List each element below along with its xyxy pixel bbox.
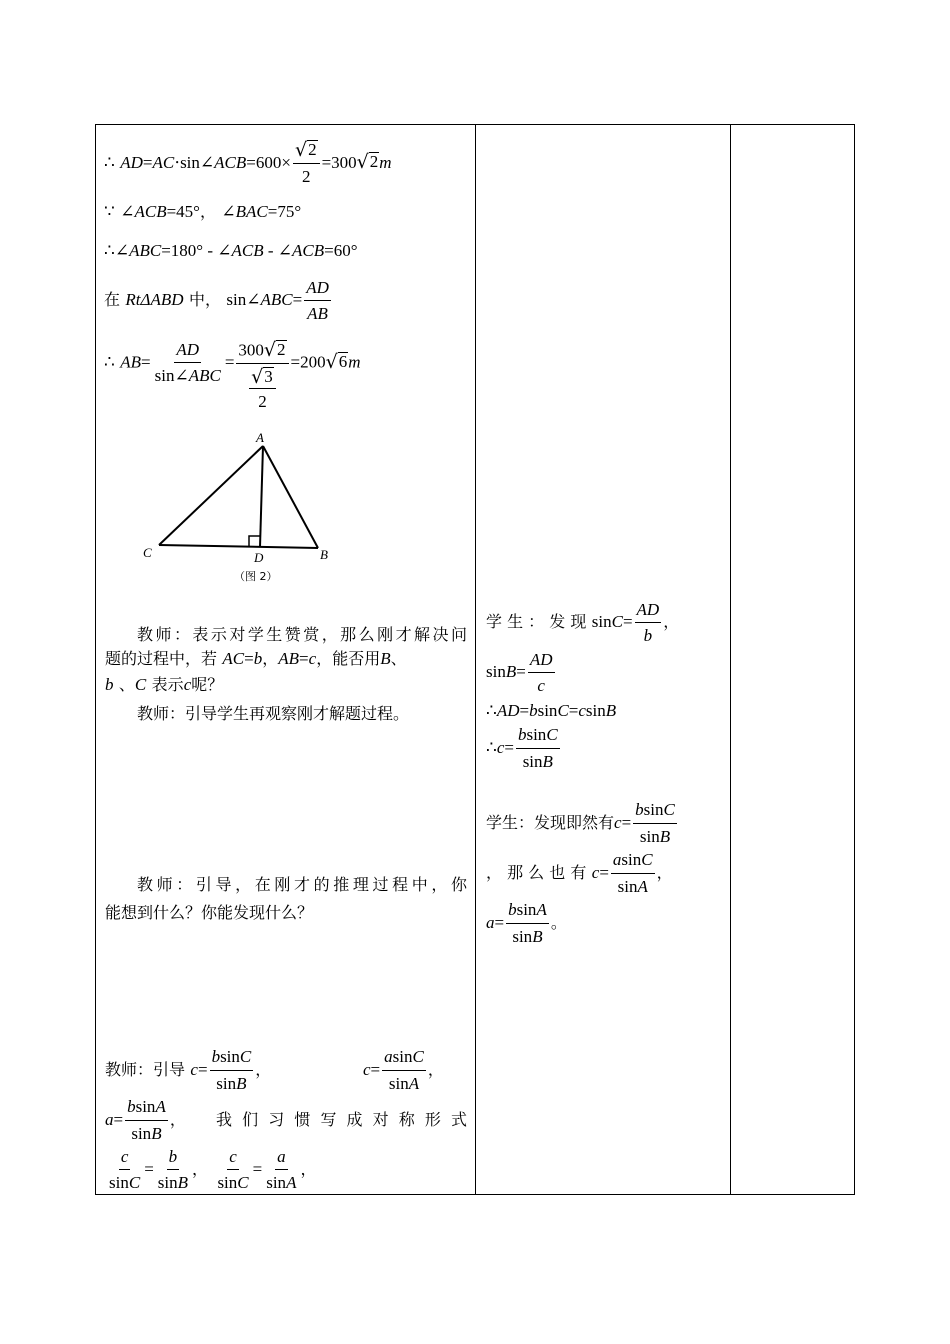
equation-sin-abc: 在 RtΔABD 中， sin∠ABC= $\frac{AD}{AB}$ — [104, 278, 329, 323]
student-response-2c: a= $\frac{bsinA}{\sin B}$ 。 — [486, 900, 567, 946]
label-b: B — [320, 547, 328, 562]
equation-ad: ∴ AD=AC⋅sin∠ACB=600× √ 2 2 =300 √ 2 m — [104, 138, 392, 187]
student-response-2a: 学生：发现即然有c= $\frac{bsinC}{\sin B}$ — [486, 800, 675, 846]
equation-abc-angle: ∴∠ABC=180° - ∠ACB - ∠ACB=60° — [104, 241, 358, 260]
student-response-1a: 学 生 ： 发 现 sinC= $\frac{AD}{b}$ ， — [486, 600, 680, 645]
student-response-2b: ， 那 么 也 有 c= $\frac{asinC}{\sin A}$ ， — [486, 850, 673, 896]
teacher-note-3-line1: 教师：引导，在刚才的推理过程中，你 — [137, 875, 467, 894]
side-ab — [263, 446, 318, 548]
equation-given-angles: ∵ ∠ACB=45°， ∠BAC=75° — [104, 202, 302, 221]
student-response-1c: ∴AD=bsinC=csinB — [486, 701, 617, 720]
teacher-note-2: 教师：引导学生再观察刚才解题过程。 — [137, 704, 410, 723]
figure-caption: （图 2） — [234, 570, 278, 583]
teacher-note-4-formula-2: c= $\frac{asinC}{\sin A}$ ， — [363, 1047, 444, 1093]
teacher-note-3-line2: 能想到什么？你能发现什么？ — [105, 903, 314, 922]
label-a: A — [256, 430, 264, 445]
triangle-figure — [130, 425, 350, 590]
student-response-1b: sinB= $\frac{AD}{c}$ — [486, 650, 553, 695]
teacher-note-1-line1: 教师：表示对学生赞赏，那么刚才解决问 — [137, 625, 467, 644]
right-angle-mark — [249, 536, 260, 547]
teacher-note-4-text: 我们习惯写成对称形式 — [216, 1110, 467, 1129]
side-cb — [159, 545, 318, 548]
teacher-note-1-line3: b 、C 表示c呢？ — [105, 675, 224, 694]
side-ca — [159, 446, 263, 545]
label-d: D — [254, 550, 264, 565]
equation-ab: ∴ AB= $\frac{AD}{\text{sin∠ABC}}$ = 300 √ 2 √ 3 2 =200 √ 6 m — [104, 338, 361, 412]
column-divider — [475, 125, 476, 1194]
teacher-note-1-line2: 题的过程中，若 AC=b，AB=c，能否用B、 — [105, 649, 407, 668]
teacher-note-4-line3: $\frac{c}{\sin C}$ = $\frac{b}{\sin B}$ ， $\frac{c}{\sin C}$ = $\frac{a}{\sin A}$ ， — [109, 1147, 317, 1192]
student-response-1d: ∴c= $\frac{bsinC}{\sin B}$ — [486, 725, 558, 771]
teacher-note-4-line2: a= $\frac{bsinA}{\sin B}$ ， — [105, 1097, 186, 1143]
column-divider — [730, 125, 731, 1194]
label-c: C — [143, 545, 152, 560]
altitude-ad — [260, 446, 263, 547]
teacher-note-4-line1: 教师：引导 c= $\frac{bsinC}{\sin B}$ ， — [105, 1047, 272, 1093]
